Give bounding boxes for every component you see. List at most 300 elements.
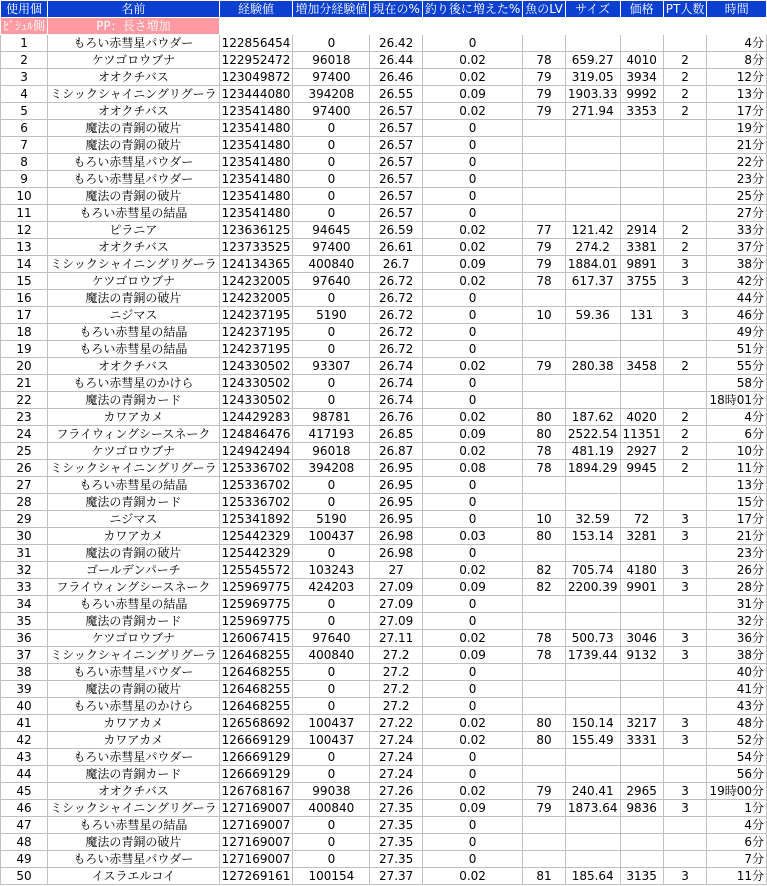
exp-gain-cell: 0 [293,698,370,715]
header-cell: 魚のLV [523,1,566,18]
price-cell [620,120,663,137]
fish-level-cell [523,341,566,358]
current-percent-cell: 26.85 [370,426,422,443]
party-count-cell: 3 [663,273,707,290]
time-cell: 49分 [707,324,767,341]
party-count-cell [663,35,707,52]
price-cell [620,851,663,868]
row-number-cell: 18 [1,324,48,341]
fish-level-cell [523,154,566,171]
item-name-cell: ケツゴロウブナ [48,630,220,647]
experience-cell: 126768167 [219,783,293,800]
price-cell [620,545,663,562]
price-cell: 2914 [620,222,663,239]
time-cell: 11分 [707,460,767,477]
price-cell: 3755 [620,273,663,290]
fish-level-cell [523,749,566,766]
item-name-cell: 魔法の青銅の破片 [48,188,220,205]
size-cell [565,545,620,562]
current-percent-cell: 27.09 [370,613,422,630]
size-cell: 1884.01 [565,256,620,273]
price-cell [620,477,663,494]
table-row [1,817,767,834]
time-cell: 36分 [707,630,767,647]
size-cell [565,817,620,834]
row-number-cell: 3 [1,69,48,86]
row-number-cell: 4 [1,86,48,103]
exp-gain-cell: 0 [293,35,370,52]
experience-cell: 125442329 [219,545,293,562]
price-cell: 9891 [620,256,663,273]
party-count-cell: 3 [663,800,707,817]
experience-cell: 123733525 [219,239,293,256]
price-cell: 3458 [620,358,663,375]
time-cell: 18時01分 [707,392,767,409]
exp-gain-cell: 94645 [293,222,370,239]
time-cell: 41分 [707,681,767,698]
current-percent-cell: 27.26 [370,783,422,800]
experience-cell: 126468255 [219,664,293,681]
row-number-cell: 34 [1,596,48,613]
current-percent-cell: 26.74 [370,392,422,409]
party-count-cell: 2 [663,239,707,256]
percent-gain-cell: 0 [422,205,522,222]
exp-gain-cell: 0 [293,290,370,307]
time-cell: 6分 [707,426,767,443]
header-row [1,1,767,18]
fish-level-cell [523,188,566,205]
exp-gain-cell: 400840 [293,800,370,817]
size-cell [565,171,620,188]
size-cell [565,392,620,409]
time-cell: 38分 [707,256,767,273]
current-percent-cell: 26.72 [370,341,422,358]
size-cell: 280.38 [565,358,620,375]
party-count-cell: 3 [663,868,707,885]
fish-level-cell [523,664,566,681]
row-number-cell: 17 [1,307,48,324]
current-percent-cell: 26.57 [370,188,422,205]
size-cell [565,834,620,851]
time-cell: 38分 [707,647,767,664]
time-cell: 10分 [707,443,767,460]
price-cell: 3135 [620,868,663,885]
exp-gain-cell: 400840 [293,256,370,273]
table-row [1,800,767,817]
row-number-cell: 21 [1,375,48,392]
row-number-cell: 40 [1,698,48,715]
price-cell [620,171,663,188]
current-percent-cell: 27.2 [370,664,422,681]
current-percent-cell: 27.09 [370,596,422,613]
party-count-cell: 2 [663,358,707,375]
row-number-cell: 39 [1,681,48,698]
fish-level-cell: 78 [523,443,566,460]
row-number-cell: 20 [1,358,48,375]
time-cell: 56分 [707,766,767,783]
size-cell: 705.74 [565,562,620,579]
time-cell: 42分 [707,273,767,290]
fish-level-cell: 81 [523,868,566,885]
row-number-cell: 42 [1,732,48,749]
table-row [1,460,767,477]
fish-level-cell: 77 [523,222,566,239]
percent-gain-cell: 0 [422,545,522,562]
exp-gain-cell: 0 [293,171,370,188]
size-cell: 121.42 [565,222,620,239]
fish-level-cell: 79 [523,239,566,256]
item-name-cell: フライウィングシースネーク [48,579,220,596]
item-name-cell: オオクチバス [48,239,220,256]
item-name-cell: 魔法の青銅の破片 [48,834,220,851]
percent-gain-cell: 0.02 [422,409,522,426]
current-percent-cell: 27.37 [370,868,422,885]
table-row [1,528,767,545]
party-count-cell [663,188,707,205]
price-cell [620,494,663,511]
table-row [1,375,767,392]
price-cell: 2965 [620,783,663,800]
time-cell: 43分 [707,698,767,715]
item-name-cell: もろい赤彗星パウダー [48,154,220,171]
experience-cell: 123541480 [219,205,293,222]
table-row [1,256,767,273]
current-percent-cell: 26.57 [370,137,422,154]
current-percent-cell: 27.09 [370,579,422,596]
time-cell: 4分 [707,35,767,52]
percent-gain-cell: 0 [422,290,522,307]
exp-gain-cell: 0 [293,324,370,341]
time-cell: 52分 [707,732,767,749]
percent-gain-cell: 0 [422,477,522,494]
fish-level-cell [523,766,566,783]
experience-cell: 127169007 [219,817,293,834]
exp-gain-cell: 400840 [293,647,370,664]
party-count-cell: 2 [663,426,707,443]
row-number-cell: 43 [1,749,48,766]
row-number-cell: 2 [1,52,48,69]
party-count-cell [663,494,707,511]
item-name-cell: オオクチバス [48,103,220,120]
item-name-cell: ミシックシャイニングリグーラ [48,460,220,477]
time-cell: 27分 [707,205,767,222]
row-number-cell: 9 [1,171,48,188]
header-cell: PT人数 [663,1,707,18]
fish-level-cell [523,137,566,154]
current-percent-cell: 26.74 [370,358,422,375]
exp-gain-cell: 100154 [293,868,370,885]
percent-gain-cell: 0.02 [422,222,522,239]
row-number-cell: 37 [1,647,48,664]
size-cell: 659.27 [565,52,620,69]
fish-level-cell: 78 [523,273,566,290]
time-cell: 7分 [707,851,767,868]
experience-cell: 125336702 [219,494,293,511]
size-cell [565,766,620,783]
time-cell: 19分 [707,120,767,137]
exp-gain-cell: 417193 [293,426,370,443]
percent-gain-cell: 0.09 [422,426,522,443]
row-number-cell: 5 [1,103,48,120]
item-name-cell: ケツゴロウブナ [48,443,220,460]
row-number-cell: 13 [1,239,48,256]
exp-gain-cell: 0 [293,154,370,171]
percent-gain-cell: 0.02 [422,239,522,256]
experience-cell: 124237195 [219,307,293,324]
fish-level-cell [523,596,566,613]
party-count-cell [663,834,707,851]
time-cell: 13分 [707,86,767,103]
table-row [1,749,767,766]
table-row [1,35,767,52]
item-name-cell: ミシックシャイニングリグーラ [48,256,220,273]
table-row [1,579,767,596]
party-count-cell: 3 [663,511,707,528]
party-count-cell [663,664,707,681]
item-name-cell: もろい赤彗星のかけら [48,698,220,715]
fish-level-cell [523,545,566,562]
percent-gain-cell: 0 [422,681,522,698]
item-name-cell: もろい赤彗星のかけら [48,375,220,392]
fish-level-cell: 10 [523,511,566,528]
fish-level-cell: 79 [523,69,566,86]
price-cell [620,766,663,783]
experience-cell: 123541480 [219,171,293,188]
size-cell: 319.05 [565,69,620,86]
percent-gain-cell: 0.09 [422,256,522,273]
row-number-cell: 15 [1,273,48,290]
item-name-cell: イスラエルコイ [48,868,220,885]
exp-gain-cell: 394208 [293,460,370,477]
time-cell: 17分 [707,103,767,120]
table-row [1,171,767,188]
party-count-cell: 2 [663,443,707,460]
row-number-cell: 26 [1,460,48,477]
size-cell [565,375,620,392]
exp-gain-cell: 0 [293,375,370,392]
price-cell: 9992 [620,86,663,103]
row-number-cell: 50 [1,868,48,885]
item-name-cell: もろい赤彗星の結晶 [48,596,220,613]
row-number-cell: 30 [1,528,48,545]
percent-gain-cell: 0 [422,171,522,188]
percent-gain-cell: 0 [422,834,522,851]
item-name-cell: 魔法の青銅カード [48,494,220,511]
sub-header-row [1,18,767,35]
current-percent-cell: 26.95 [370,460,422,477]
table-row [1,681,767,698]
percent-gain-cell: 0.02 [422,358,522,375]
experience-cell: 126568692 [219,715,293,732]
percent-gain-cell: 0 [422,817,522,834]
item-name-cell: カワアカメ [48,528,220,545]
experience-cell: 127269161 [219,868,293,885]
fish-level-cell: 82 [523,579,566,596]
current-percent-cell: 26.44 [370,52,422,69]
party-count-cell: 3 [663,579,707,596]
exp-gain-cell: 0 [293,851,370,868]
table-row [1,137,767,154]
party-count-cell [663,681,707,698]
time-cell: 31分 [707,596,767,613]
party-count-cell [663,545,707,562]
header-cell: 名前 [48,1,220,18]
table-row [1,358,767,375]
current-percent-cell: 26.72 [370,307,422,324]
exp-gain-cell: 0 [293,137,370,154]
percent-gain-cell: 0 [422,494,522,511]
percent-gain-cell: 0.02 [422,783,522,800]
current-percent-cell: 26.76 [370,409,422,426]
item-name-cell: もろい赤彗星パウダー [48,171,220,188]
experience-cell: 122952472 [219,52,293,69]
item-name-cell: もろい赤彗星パウダー [48,749,220,766]
fish-level-cell: 82 [523,562,566,579]
table-row [1,613,767,630]
exp-gain-cell: 0 [293,749,370,766]
size-cell: 59.36 [565,307,620,324]
header-cell: 増加分経験値 [293,1,370,18]
percent-gain-cell: 0 [422,664,522,681]
party-count-cell: 2 [663,103,707,120]
experience-cell: 124237195 [219,324,293,341]
item-name-cell: もろい赤彗星パウダー [48,851,220,868]
price-cell [620,698,663,715]
row-number-cell: 19 [1,341,48,358]
experience-cell: 126468255 [219,698,293,715]
price-cell: 9945 [620,460,663,477]
fish-level-cell: 79 [523,800,566,817]
size-cell [565,205,620,222]
table-row [1,307,767,324]
price-cell [620,596,663,613]
row-number-cell: 36 [1,630,48,647]
percent-gain-cell: 0 [422,766,522,783]
percent-gain-cell: 0.02 [422,715,522,732]
time-cell: 8分 [707,52,767,69]
time-cell: 37分 [707,239,767,256]
row-number-cell: 11 [1,205,48,222]
party-count-cell: 3 [663,528,707,545]
header-cell: 使用個 [1,1,48,18]
time-cell: 23分 [707,171,767,188]
exp-gain-cell: 0 [293,341,370,358]
table-row [1,698,767,715]
experience-cell: 126669129 [219,749,293,766]
item-name-cell: もろい赤彗星パウダー [48,664,220,681]
party-count-cell [663,698,707,715]
row-number-cell: 6 [1,120,48,137]
exp-gain-cell: 0 [293,392,370,409]
time-cell: 4分 [707,409,767,426]
percent-gain-cell: 0 [422,392,522,409]
header-cell: サイズ [565,1,620,18]
experience-cell: 125442329 [219,528,293,545]
exp-gain-cell: 0 [293,545,370,562]
item-name-cell: ニジマス [48,307,220,324]
exp-gain-cell: 0 [293,188,370,205]
size-cell [565,324,620,341]
percent-gain-cell: 0 [422,324,522,341]
row-number-cell: 8 [1,154,48,171]
table-row [1,647,767,664]
price-cell: 3331 [620,732,663,749]
exp-gain-cell: 0 [293,834,370,851]
item-name-cell: オオクチバス [48,358,220,375]
item-name-cell: ケツゴロウブナ [48,52,220,69]
price-cell: 3046 [620,630,663,647]
experience-cell: 126669129 [219,766,293,783]
exp-gain-cell: 0 [293,817,370,834]
current-percent-cell: 27.35 [370,834,422,851]
current-percent-cell: 26.61 [370,239,422,256]
experience-cell: 127169007 [219,834,293,851]
experience-cell: 126468255 [219,681,293,698]
party-count-cell [663,205,707,222]
item-name-cell: 魔法の青銅の破片 [48,137,220,154]
size-cell: 187.62 [565,409,620,426]
size-cell: 155.49 [565,732,620,749]
party-count-cell: 3 [663,647,707,664]
party-count-cell [663,290,707,307]
time-cell: 13分 [707,477,767,494]
table-row [1,392,767,409]
fish-level-cell: 78 [523,630,566,647]
party-count-cell: 2 [663,86,707,103]
current-percent-cell: 27.35 [370,800,422,817]
table-row [1,205,767,222]
percent-gain-cell: 0 [422,35,522,52]
row-number-cell: 44 [1,766,48,783]
table-row [1,273,767,290]
exp-gain-cell: 103243 [293,562,370,579]
table-row [1,239,767,256]
exp-gain-cell: 0 [293,596,370,613]
experience-cell: 124330502 [219,358,293,375]
time-cell: 51分 [707,341,767,358]
current-percent-cell: 27.2 [370,681,422,698]
size-cell [565,341,620,358]
price-cell: 3934 [620,69,663,86]
current-percent-cell: 27.11 [370,630,422,647]
row-number-cell: 35 [1,613,48,630]
exp-gain-cell: 394208 [293,86,370,103]
row-number-cell: 28 [1,494,48,511]
exp-gain-cell: 97640 [293,630,370,647]
table-row [1,477,767,494]
exp-gain-cell: 0 [293,681,370,698]
percent-gain-cell: 0.08 [422,460,522,477]
price-cell [620,681,663,698]
time-cell: 22分 [707,154,767,171]
party-count-cell: 3 [663,630,707,647]
row-number-cell: 38 [1,664,48,681]
party-count-cell: 3 [663,783,707,800]
percent-gain-cell: 0 [422,698,522,715]
size-cell [565,613,620,630]
row-number-cell: 10 [1,188,48,205]
price-cell [620,205,663,222]
current-percent-cell: 27.24 [370,766,422,783]
percent-gain-cell: 0.02 [422,868,522,885]
table-row [1,868,767,885]
item-name-cell: オオクチバス [48,69,220,86]
percent-gain-cell: 0.02 [422,443,522,460]
fish-level-cell: 80 [523,732,566,749]
item-name-cell: ミシックシャイニングリグーラ [48,86,220,103]
exp-gain-cell: 0 [293,766,370,783]
fish-level-cell: 78 [523,460,566,477]
